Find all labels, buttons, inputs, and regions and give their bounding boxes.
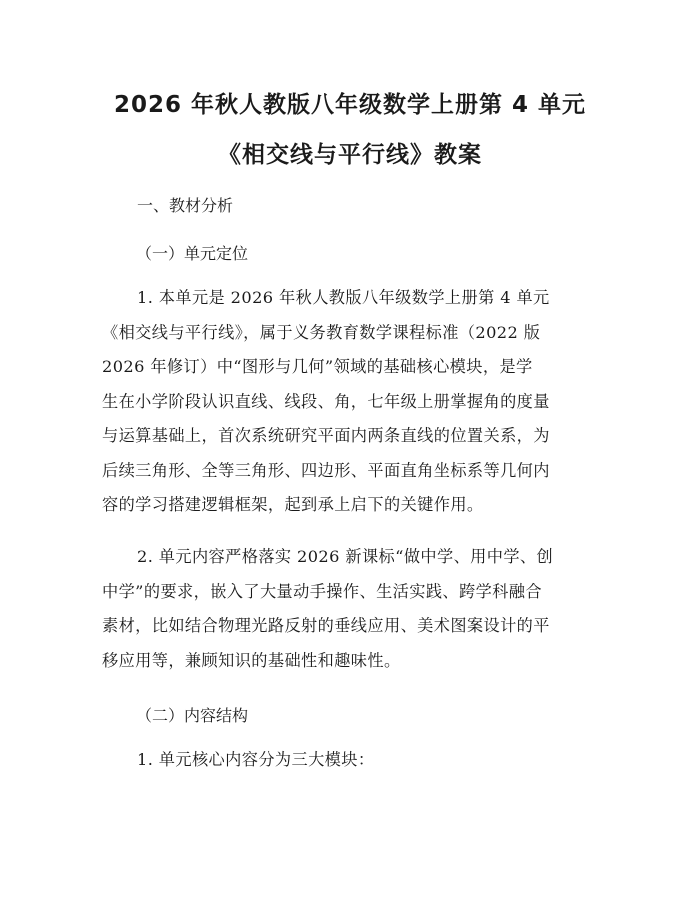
paragraph-line: 1. 单元核心内容分为三大模块：: [137, 750, 375, 769]
paragraph-content-structure-1: [102, 743, 599, 778]
paragraph-line: 生在小学阶段认识直线、线段、角，七年级上册掌握角的度量: [102, 391, 550, 411]
paragraph-line: 2. 单元内容严格落实 2026 新课标“做中学、用中学、创: [137, 547, 554, 566]
document-title-line-2: 《相交线与平行线》教案: [218, 142, 482, 168]
paragraph-line: 中学”的要求，嵌入了大量动手操作、生活实践、跨学科融合: [102, 581, 542, 601]
paragraph-line: 容的学习搭建逻辑框架，起到承上启下的关键作用。: [102, 495, 484, 514]
section-heading-teaching-material-analysis: 一、教材分析: [137, 196, 234, 215]
paragraph-line: 与运算基础上，首次系统研究平面内两条直线的位置关系，为: [102, 426, 550, 445]
subsection-heading-content-structure: （二）内容结构: [136, 706, 249, 725]
subsection-heading-unit-positioning: （一）单元定位: [136, 244, 249, 263]
document-title-line-1: 2026 年秋人教版八年级数学上册第 4 单元: [113, 92, 587, 118]
paragraph-line: 1. 本单元是 2026 年秋人教版八年级数学上册第 4 单元: [137, 288, 550, 307]
paragraph-unit-positioning-1: [102, 281, 599, 523]
paragraph-line: 《相交线与平行线》，属于义务教育数学课程标准（2022 版: [102, 322, 541, 342]
paragraph-line: 2026 年修订）中“图形与几何”领域的基础核心模块，是学: [102, 357, 533, 376]
paragraph-line: 素材，比如结合物理光路反射的垂线应用、美术图案设计的平: [102, 616, 550, 635]
paragraph-line: 后续三角形、全等三角形、四边形、平面直角坐标系等几何内: [102, 460, 550, 480]
paragraph-unit-positioning-2: [102, 540, 599, 678]
paragraph-line: 移应用等，兼顾知识的基础性和趣味性。: [102, 650, 401, 670]
